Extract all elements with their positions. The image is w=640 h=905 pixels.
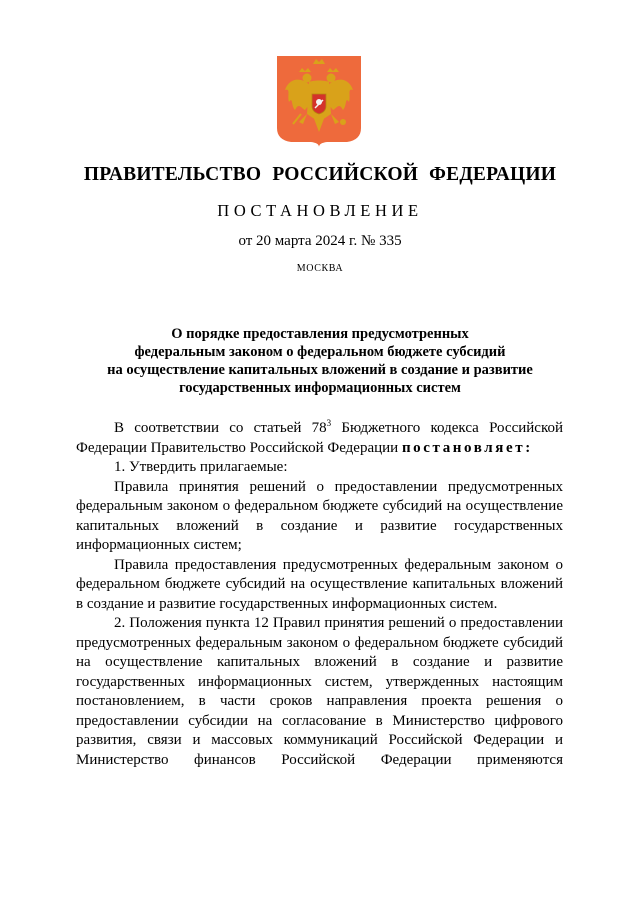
title-line: О порядке предоставления предусмотренных <box>171 326 469 342</box>
document-body <box>76 419 563 770</box>
paragraph-item-2: 2. Положения пункта 12 Правил принятия решений о предоставлении предусмотренных федеральным законом о федеральном бюджете субсидий на осуществление капитальных вложений в создание и развитие государственных информационных систем, утвержденных настоящим постановлением, в части сроков направления проекта решения о предоставлении субсидии на согласование в Министерство цифрового развития, связи и массовых коммуникаций Российской Федерации и Министерство финансов Российской Федерации применяются <box>76 615 563 768</box>
title-line: государственных информационных систем <box>179 380 461 396</box>
document-city: МОСКВА <box>296 263 344 274</box>
paragraph-item-1: 1. Утвердить прилагаемые: <box>114 459 288 475</box>
preamble-text-continued: Бюджетного кодекса Российской Федерации Правительство Российской Федерации <box>76 420 563 456</box>
document-title <box>60 325 580 397</box>
title-line: на осуществление капитальных вложений в создание и развитие <box>107 362 533 378</box>
article-superscript: 3 <box>326 418 332 428</box>
title-line: федеральным законом о федеральном бюджете субсидий <box>134 344 506 360</box>
paragraph-preamble <box>76 419 563 458</box>
paragraph-rules-decisions: Правила принятия решений о предоставлении предусмотренных федеральным законом о федеральном бюджете субсидий на осуществление капитальных вложений в создание и развитие государственных информационных систем; <box>76 478 563 553</box>
preamble-text: В соответствии со статьей 78 <box>114 420 327 436</box>
paragraph-rules-provision: Правила предоставления предусмотренных федеральным законом о федеральном бюджете субсидий на осуществление капитальных вложений в создание и развитие государственных информационных систем. <box>76 556 563 612</box>
document-type: ПОСТАНОВЛЕНИЕ <box>217 201 423 220</box>
resolves-word: постановляет: <box>401 439 533 456</box>
document-date-number: от 20 марта 2024 г. № 335 <box>238 233 402 249</box>
government-name: ПРАВИТЕЛЬСТВО РОССИЙСКОЙ ФЕДЕРАЦИИ <box>83 164 557 185</box>
coat-of-arms-icon <box>277 56 361 147</box>
